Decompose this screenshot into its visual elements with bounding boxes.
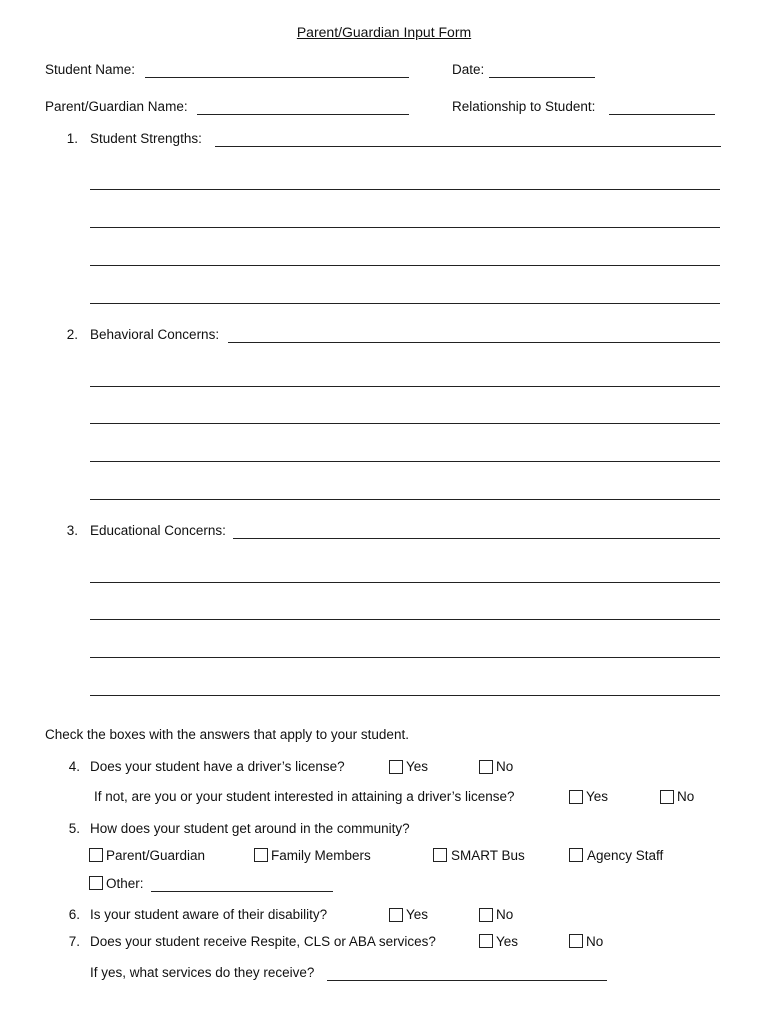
services-followup-field[interactable] [327,980,607,981]
student-name-field[interactable] [145,77,409,78]
services-question: Does your student receive Respite, CLS or ABA services? [90,934,436,949]
checkbox-label: Other: [106,876,144,891]
transport-family-checkbox[interactable] [254,848,268,862]
strengths-line[interactable] [215,146,721,147]
date-field[interactable] [489,77,595,78]
transport-other-field[interactable] [151,891,333,892]
strengths-line[interactable] [90,189,720,190]
educational-line[interactable] [90,695,720,696]
behavioral-line[interactable] [90,423,720,424]
checkbox-label: No [586,934,604,949]
behavioral-line[interactable] [90,461,720,462]
transport-agency-checkbox[interactable] [569,848,583,862]
question-number: 6. [68,907,80,922]
checkbox-label: SMART Bus [451,848,525,863]
strengths-line[interactable] [90,265,720,266]
behavioral-line[interactable] [90,499,720,500]
parent-name-field[interactable] [197,114,409,115]
question-number: 4. [68,759,80,774]
strengths-line[interactable] [90,303,720,304]
services-yes-checkbox[interactable] [479,934,493,948]
educational-line[interactable] [90,582,720,583]
license-interest-yes-checkbox[interactable] [569,790,583,804]
behavioral-line[interactable] [228,342,720,343]
checkbox-label: Yes [406,759,429,774]
educational-line[interactable] [90,619,720,620]
question-number: 3. [66,523,78,538]
transport-parent-checkbox[interactable] [89,848,103,862]
checkbox-label: No [496,907,514,922]
transport-other-checkbox[interactable] [89,876,103,890]
behavioral-label: Behavioral Concerns: [90,327,220,342]
checkbox-label: Yes [586,789,609,804]
transport-question: How does your student get around in the community? [90,821,410,836]
behavioral-line[interactable] [90,386,720,387]
question-number: 7. [68,934,80,949]
instructions-text: Check the boxes with the answers that apply to your student. [45,727,409,742]
question-number: 5. [68,821,80,836]
checkbox-label: Yes [406,907,429,922]
parent-name-label: Parent/Guardian Name: [45,99,188,114]
checkbox-label: No [677,789,695,804]
student-name-label: Student Name: [45,62,136,77]
relationship-label: Relationship to Student: [452,99,596,114]
checkbox-label: Parent/Guardian [106,848,206,863]
page-title: Parent/Guardian Input Form [296,24,472,40]
question-number: 1. [66,131,78,146]
checkbox-label: Yes [496,934,519,949]
strengths-label: Student Strengths: [90,131,202,146]
drivers-license-no-checkbox[interactable] [479,760,493,774]
services-followup-label: If yes, what services do they receive? [90,965,315,980]
checkbox-label: No [496,759,514,774]
question-number: 2. [66,327,78,342]
date-label: Date: [452,62,485,77]
checkbox-label: Agency Staff [587,848,664,863]
disability-question: Is your student aware of their disability? [90,907,328,922]
relationship-field[interactable] [609,114,715,115]
disability-no-checkbox[interactable] [479,908,493,922]
disability-yes-checkbox[interactable] [389,908,403,922]
educational-label: Educational Concerns: [90,523,226,538]
educational-line[interactable] [90,657,720,658]
transport-smart-bus-checkbox[interactable] [433,848,447,862]
educational-line[interactable] [233,538,720,539]
license-interest-question: If not, are you or your student interested in attaining a driver’s license? [94,789,515,804]
drivers-license-yes-checkbox[interactable] [389,760,403,774]
license-interest-no-checkbox[interactable] [660,790,674,804]
strengths-line[interactable] [90,227,720,228]
services-no-checkbox[interactable] [569,934,583,948]
drivers-license-question: Does your student have a driver’s license? [90,759,345,774]
checkbox-label: Family Members [271,848,371,863]
